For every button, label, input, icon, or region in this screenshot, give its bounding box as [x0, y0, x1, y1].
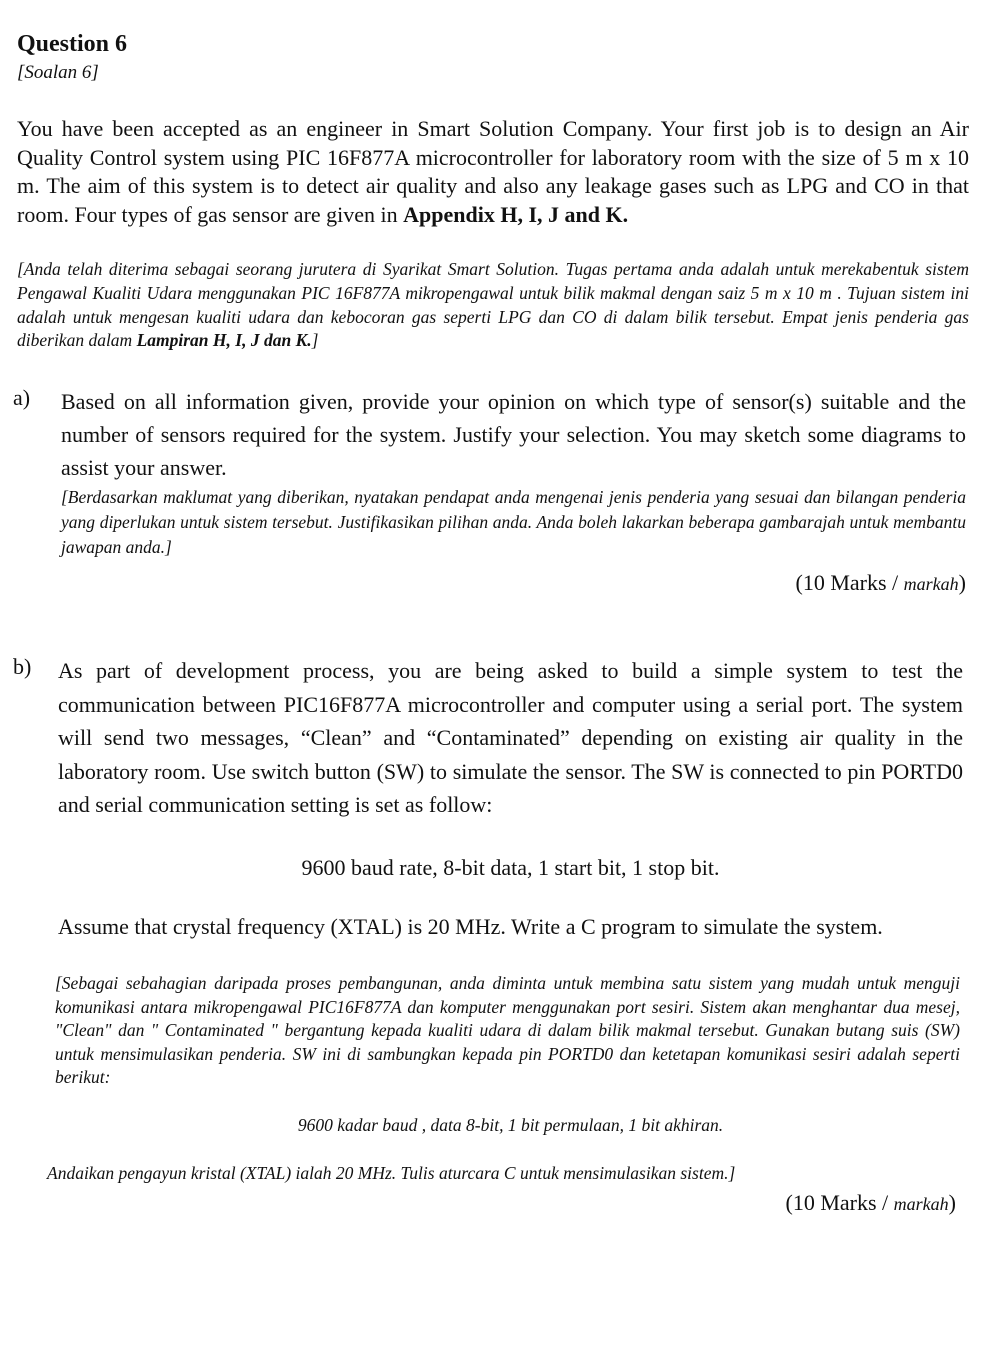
part-b-serial-setting-ms: 9600 kadar baud , data 8-bit, 1 bit permulaan, 1 bit akhiran. [297, 1115, 724, 1135]
intro-appendix-ref: Appendix H, I, J and K. [403, 201, 629, 227]
part-a-marks [600, 570, 966, 596]
intro-text-ms: [Anda telah diterima sebagai seorang jurutera di Syarikat Smart Solution. Tugas pertama anda adalah untuk merekabentuk sistem Pengawal Kualiti Udara menggunakan PIC 16F877A mikropengawal untuk bilik makmal dengan saiz 5 m x 10 m . Tujuan sistem ini adalah untuk mengesan kualiti udara dan kebocoran gas seperti LPG dan CO di dalam bilik tersebut. Empat jenis penderia gas diberikan dalam [17, 259, 969, 351]
part-b-marks-ms: markah [893, 1194, 949, 1214]
part-b-marks [590, 1190, 956, 1216]
part-b-label: b) [13, 654, 32, 679]
part-a-marks-en: (10 Marks / [795, 570, 899, 595]
part-b-marks-close: ) [948, 1190, 956, 1215]
intro-paragraph-en [17, 115, 969, 229]
question-subtitle: [Soalan 6] [17, 62, 99, 83]
intro-lampiran-ref: Lampiran H, I, J dan K. [136, 330, 312, 351]
part-b-task-ms: Andaikan pengayun kristal (XTAL) ialah 20 MHz. Tulis aturcara C untuk mensimulasikan sistem.] [47, 1163, 736, 1183]
part-b-serial-setting-en: 9600 baud rate, 8-bit data, 1 start bit, 1 stop bit. [301, 855, 720, 880]
part-a-question-en: Based on all information given, provide your opinion on which type of sensor(s) suitable and the number of sensors required for the system. Justify your selection. You may sketch some diagrams to assist your answer. [61, 389, 966, 480]
part-a-question-ms: [Berdasarkan maklumat yang diberikan, nyatakan pendapat anda mengenai jenis penderia yang sesuai dan bilangan penderia yang diperlukan untuk sistem tersebut. Justifikasikan pilihan anda. Anda boleh lakarkan beberapa gambarajah untuk membantu jawapan anda.] [61, 487, 966, 557]
question-title: Question 6 [17, 31, 128, 57]
intro-text-en: You have been accepted as an engineer in Smart Solution Company. Your first job is to design an Air Quality Control system using PIC 16F877A microcontroller for laboratory room with the size of 5 m x 10 m. The aim of this system is to detect air quality and also any leakage gases such as LPG and CO in that room. Four types of gas sensor are given in [17, 116, 969, 227]
part-b-question-en: As part of development process, you are being asked to build a simple system to test the communication between PIC16F877A microcontroller and computer using a serial port. The system will send two messages, “Clean” and “Contaminated” depending on existing air quality in the laboratory room. Use switch button (SW) to simulate the sensor. The SW is connected to pin PORTD0 and serial communication setting is set as follow: [58, 658, 963, 817]
part-a-marks-ms: markah [903, 574, 959, 594]
part-a-marks-close: ) [958, 570, 966, 595]
part-b-question-ms: [Sebagai sebahagian daripada proses pembangunan, anda diminta untuk membina satu sistem yang mudah untuk menguji komunikasi antara mikropengawal PIC16F877A dan komputer menggunakan port sesiri. Sistem akan menghantar dua mesej, "Clean" dan " Contaminated " bergantung kepada kualiti udara di dalam bilik makmal tersebut. Gunakan butang suis (SW) untuk mensimulasikan penderia. SW ini di sambungkan kepada pin PORTD0 dan ketetapan komunikasi sesiri adalah seperti berikut: [55, 973, 960, 1087]
part-a-label: a) [13, 385, 31, 410]
part-b-task-en: Assume that crystal frequency (XTAL) is 20 MHz. Write a C program to simulate the system. [58, 914, 883, 939]
intro-paragraph-ms [17, 258, 969, 353]
intro-close-bracket: ] [311, 330, 319, 351]
part-b-marks-en: (10 Marks / [785, 1190, 889, 1215]
